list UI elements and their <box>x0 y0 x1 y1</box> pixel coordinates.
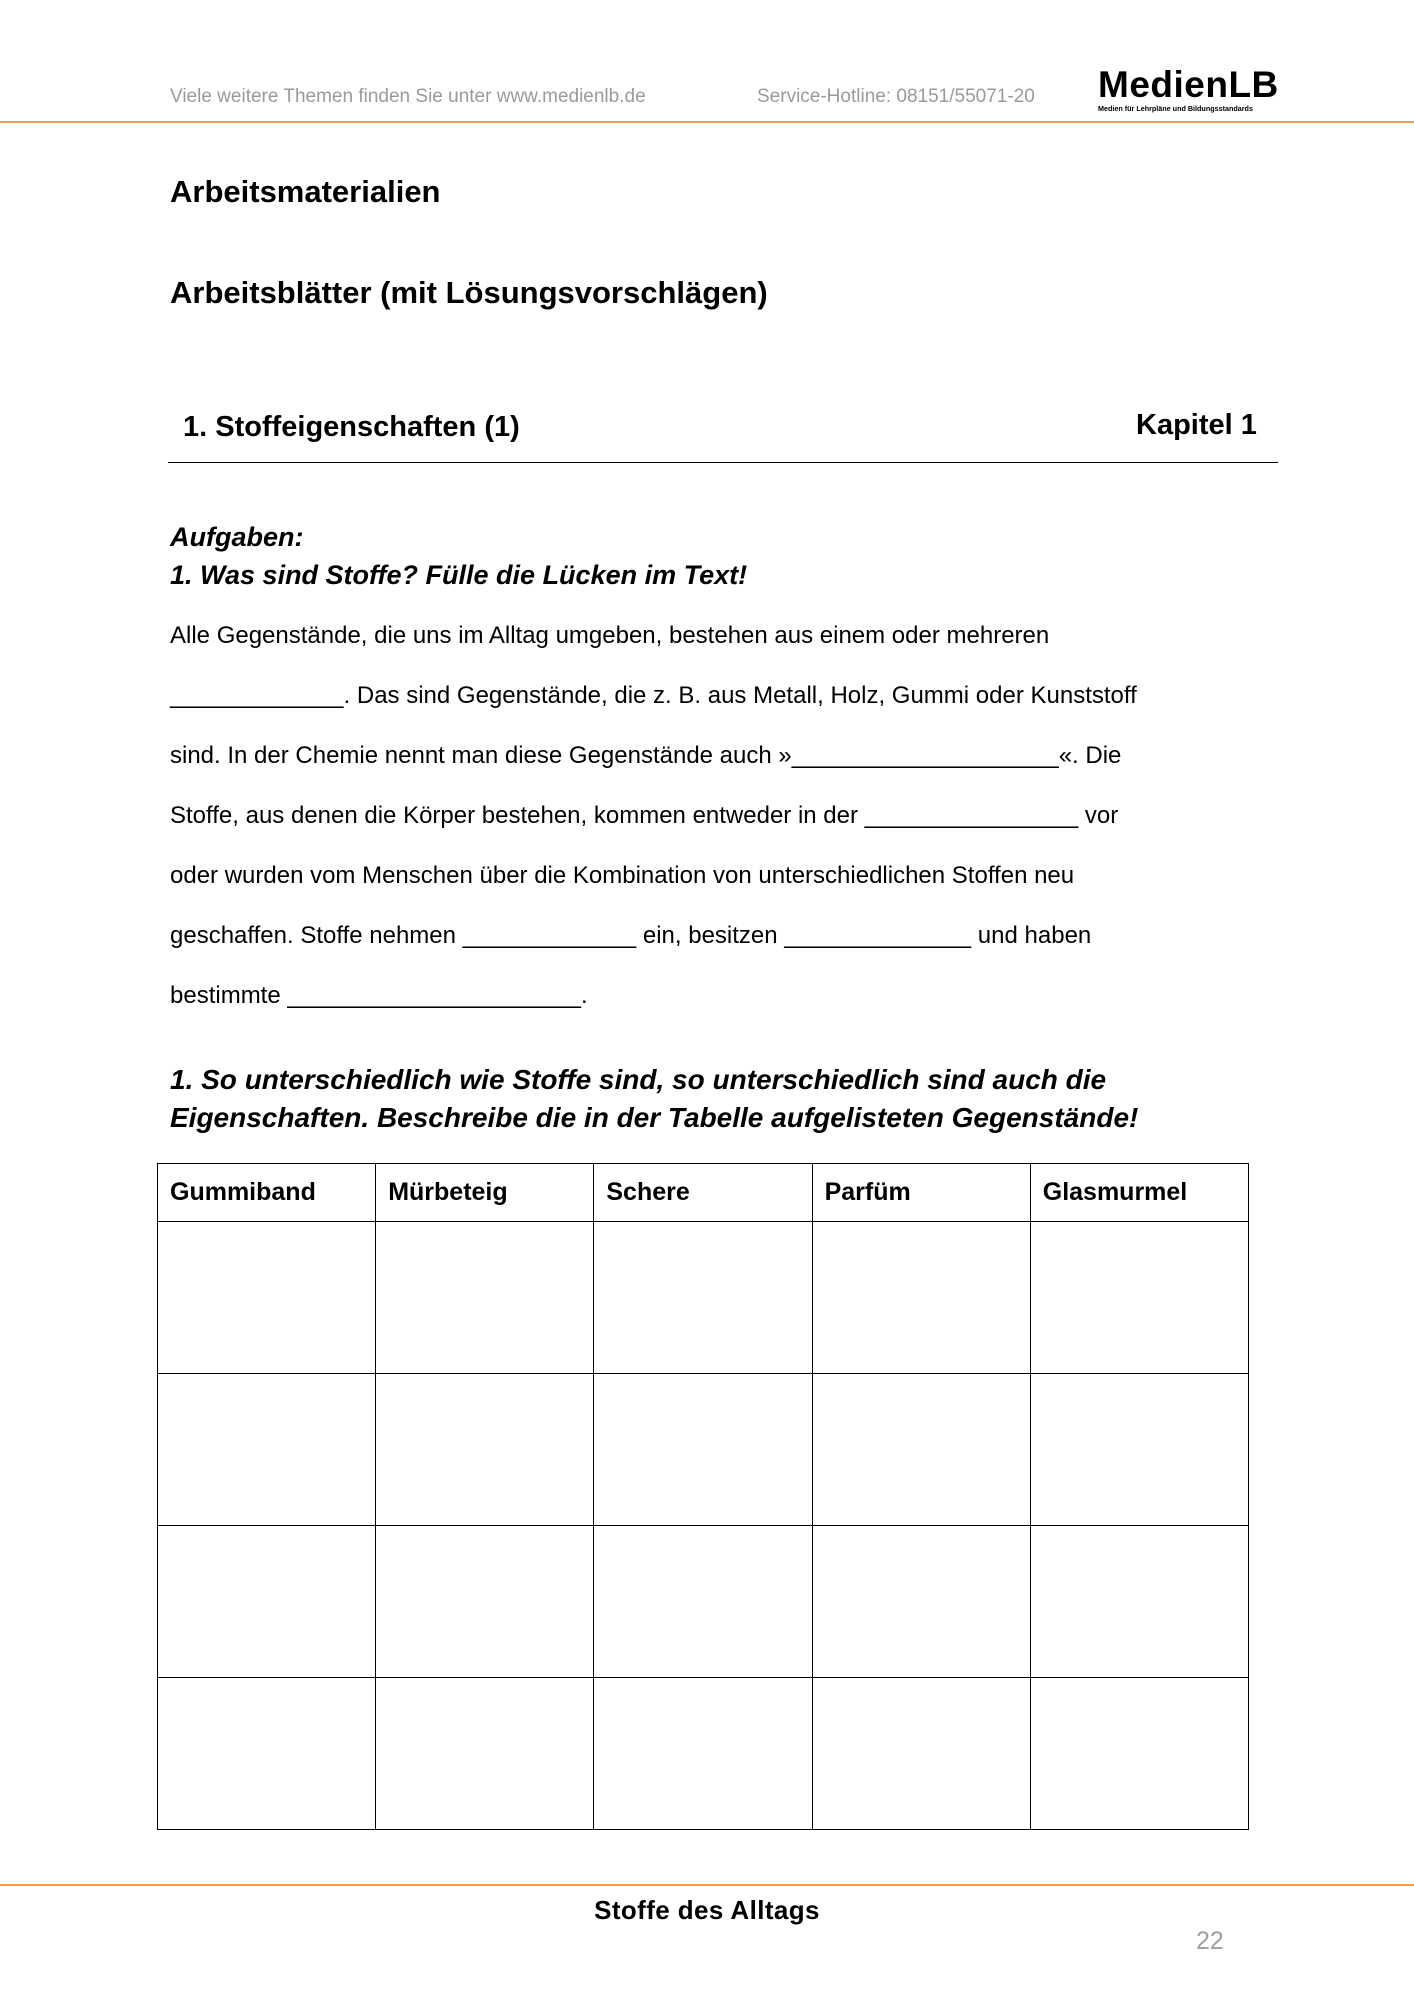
medienlb-logo <box>1098 66 1298 113</box>
chapter-label: Kapitel 1 <box>1136 409 1257 441</box>
table-cell[interactable] <box>376 1678 594 1830</box>
footer-title: Stoffe des Alltags <box>594 1895 820 1925</box>
table-row <box>158 1222 1249 1374</box>
column-header-parfuem: Parfüm <box>812 1164 1030 1222</box>
column-header-glasmurmel: Glasmurmel <box>1030 1164 1248 1222</box>
column-header-muerbeteig: Mürbeteig <box>376 1164 594 1222</box>
table-cell[interactable] <box>812 1678 1030 1830</box>
gap-text-line: bestimmte ______________________. <box>170 982 588 1009</box>
table-cell[interactable] <box>1030 1222 1248 1374</box>
table-cell[interactable] <box>812 1374 1030 1526</box>
table-cell[interactable] <box>594 1374 812 1526</box>
header-website-text: Viele weitere Themen finden Sie unter www.medienlb.de <box>170 86 646 107</box>
section-divider <box>168 462 1278 463</box>
task-2-instruction <box>170 1061 1290 1137</box>
table-cell[interactable] <box>376 1526 594 1678</box>
table-cell[interactable] <box>1030 1374 1248 1526</box>
table-cell[interactable] <box>158 1222 376 1374</box>
table-cell[interactable] <box>594 1678 812 1830</box>
footer-divider <box>0 1884 1414 1886</box>
page-subtitle: Arbeitsblätter (mit Lösungsvorschlägen) <box>170 275 768 310</box>
table-cell[interactable] <box>376 1374 594 1526</box>
page-title: Arbeitsmaterialien <box>170 174 441 209</box>
task-2-line: 1. So unterschiedlich wie Stoffe sind, so unterschiedlich sind auch die <box>170 1064 1107 1095</box>
column-header-gummiband: Gummiband <box>158 1164 376 1222</box>
table-cell[interactable] <box>812 1222 1030 1374</box>
task-1-instruction: 1. Was sind Stoffe? Fülle die Lücken im Text! <box>170 560 748 590</box>
table-header-row <box>158 1164 1249 1222</box>
properties-table <box>157 1163 1249 1830</box>
logo-tagline: Medien für Lehrpläne und Bildungsstandards <box>1098 104 1253 113</box>
table-cell[interactable] <box>812 1526 1030 1678</box>
table-cell[interactable] <box>158 1526 376 1678</box>
gap-text-line: Stoffe, aus denen die Körper bestehen, kommen entweder in der ________________ vor <box>170 802 1119 829</box>
gap-text <box>170 619 1250 1039</box>
table-row <box>158 1374 1249 1526</box>
table-cell[interactable] <box>158 1678 376 1830</box>
table-cell[interactable] <box>376 1222 594 1374</box>
table-cell[interactable] <box>1030 1526 1248 1678</box>
table-cell[interactable] <box>158 1374 376 1526</box>
table-cell[interactable] <box>1030 1678 1248 1830</box>
gap-text-line: geschaffen. Stoffe nehmen _____________ ein, besitzen ______________ und haben <box>170 922 1092 949</box>
column-header-schere: Schere <box>594 1164 812 1222</box>
header-divider <box>0 121 1414 123</box>
tasks-heading: Aufgaben: <box>170 522 304 552</box>
task-2-line: Eigenschaften. Beschreibe die in der Tabelle aufgelisteten Gegenstände! <box>170 1102 1139 1133</box>
gap-text-line: oder wurden vom Menschen über die Kombination von unterschiedlichen Stoffen neu <box>170 862 1075 889</box>
section-title: 1. Stoffeigenschaften (1) <box>183 411 520 443</box>
logo-wordmark: MedienLB <box>1098 64 1279 105</box>
table-row <box>158 1526 1249 1678</box>
table-cell[interactable] <box>594 1526 812 1678</box>
header-hotline-text: Service-Hotline: 08151/55071-20 <box>757 86 1035 107</box>
page-number: 22 <box>1196 1927 1224 1955</box>
table-row <box>158 1678 1249 1830</box>
gap-text-line: Alle Gegenstände, die uns im Alltag umgeben, bestehen aus einem oder mehreren <box>170 622 1050 649</box>
gap-text-line: _____________. Das sind Gegenstände, die z. B. aus Metall, Holz, Gummi oder Kunststoff <box>170 682 1137 709</box>
table-cell[interactable] <box>594 1222 812 1374</box>
gap-text-line: sind. In der Chemie nennt man diese Gegenstände auch »____________________«. Die <box>170 742 1122 769</box>
